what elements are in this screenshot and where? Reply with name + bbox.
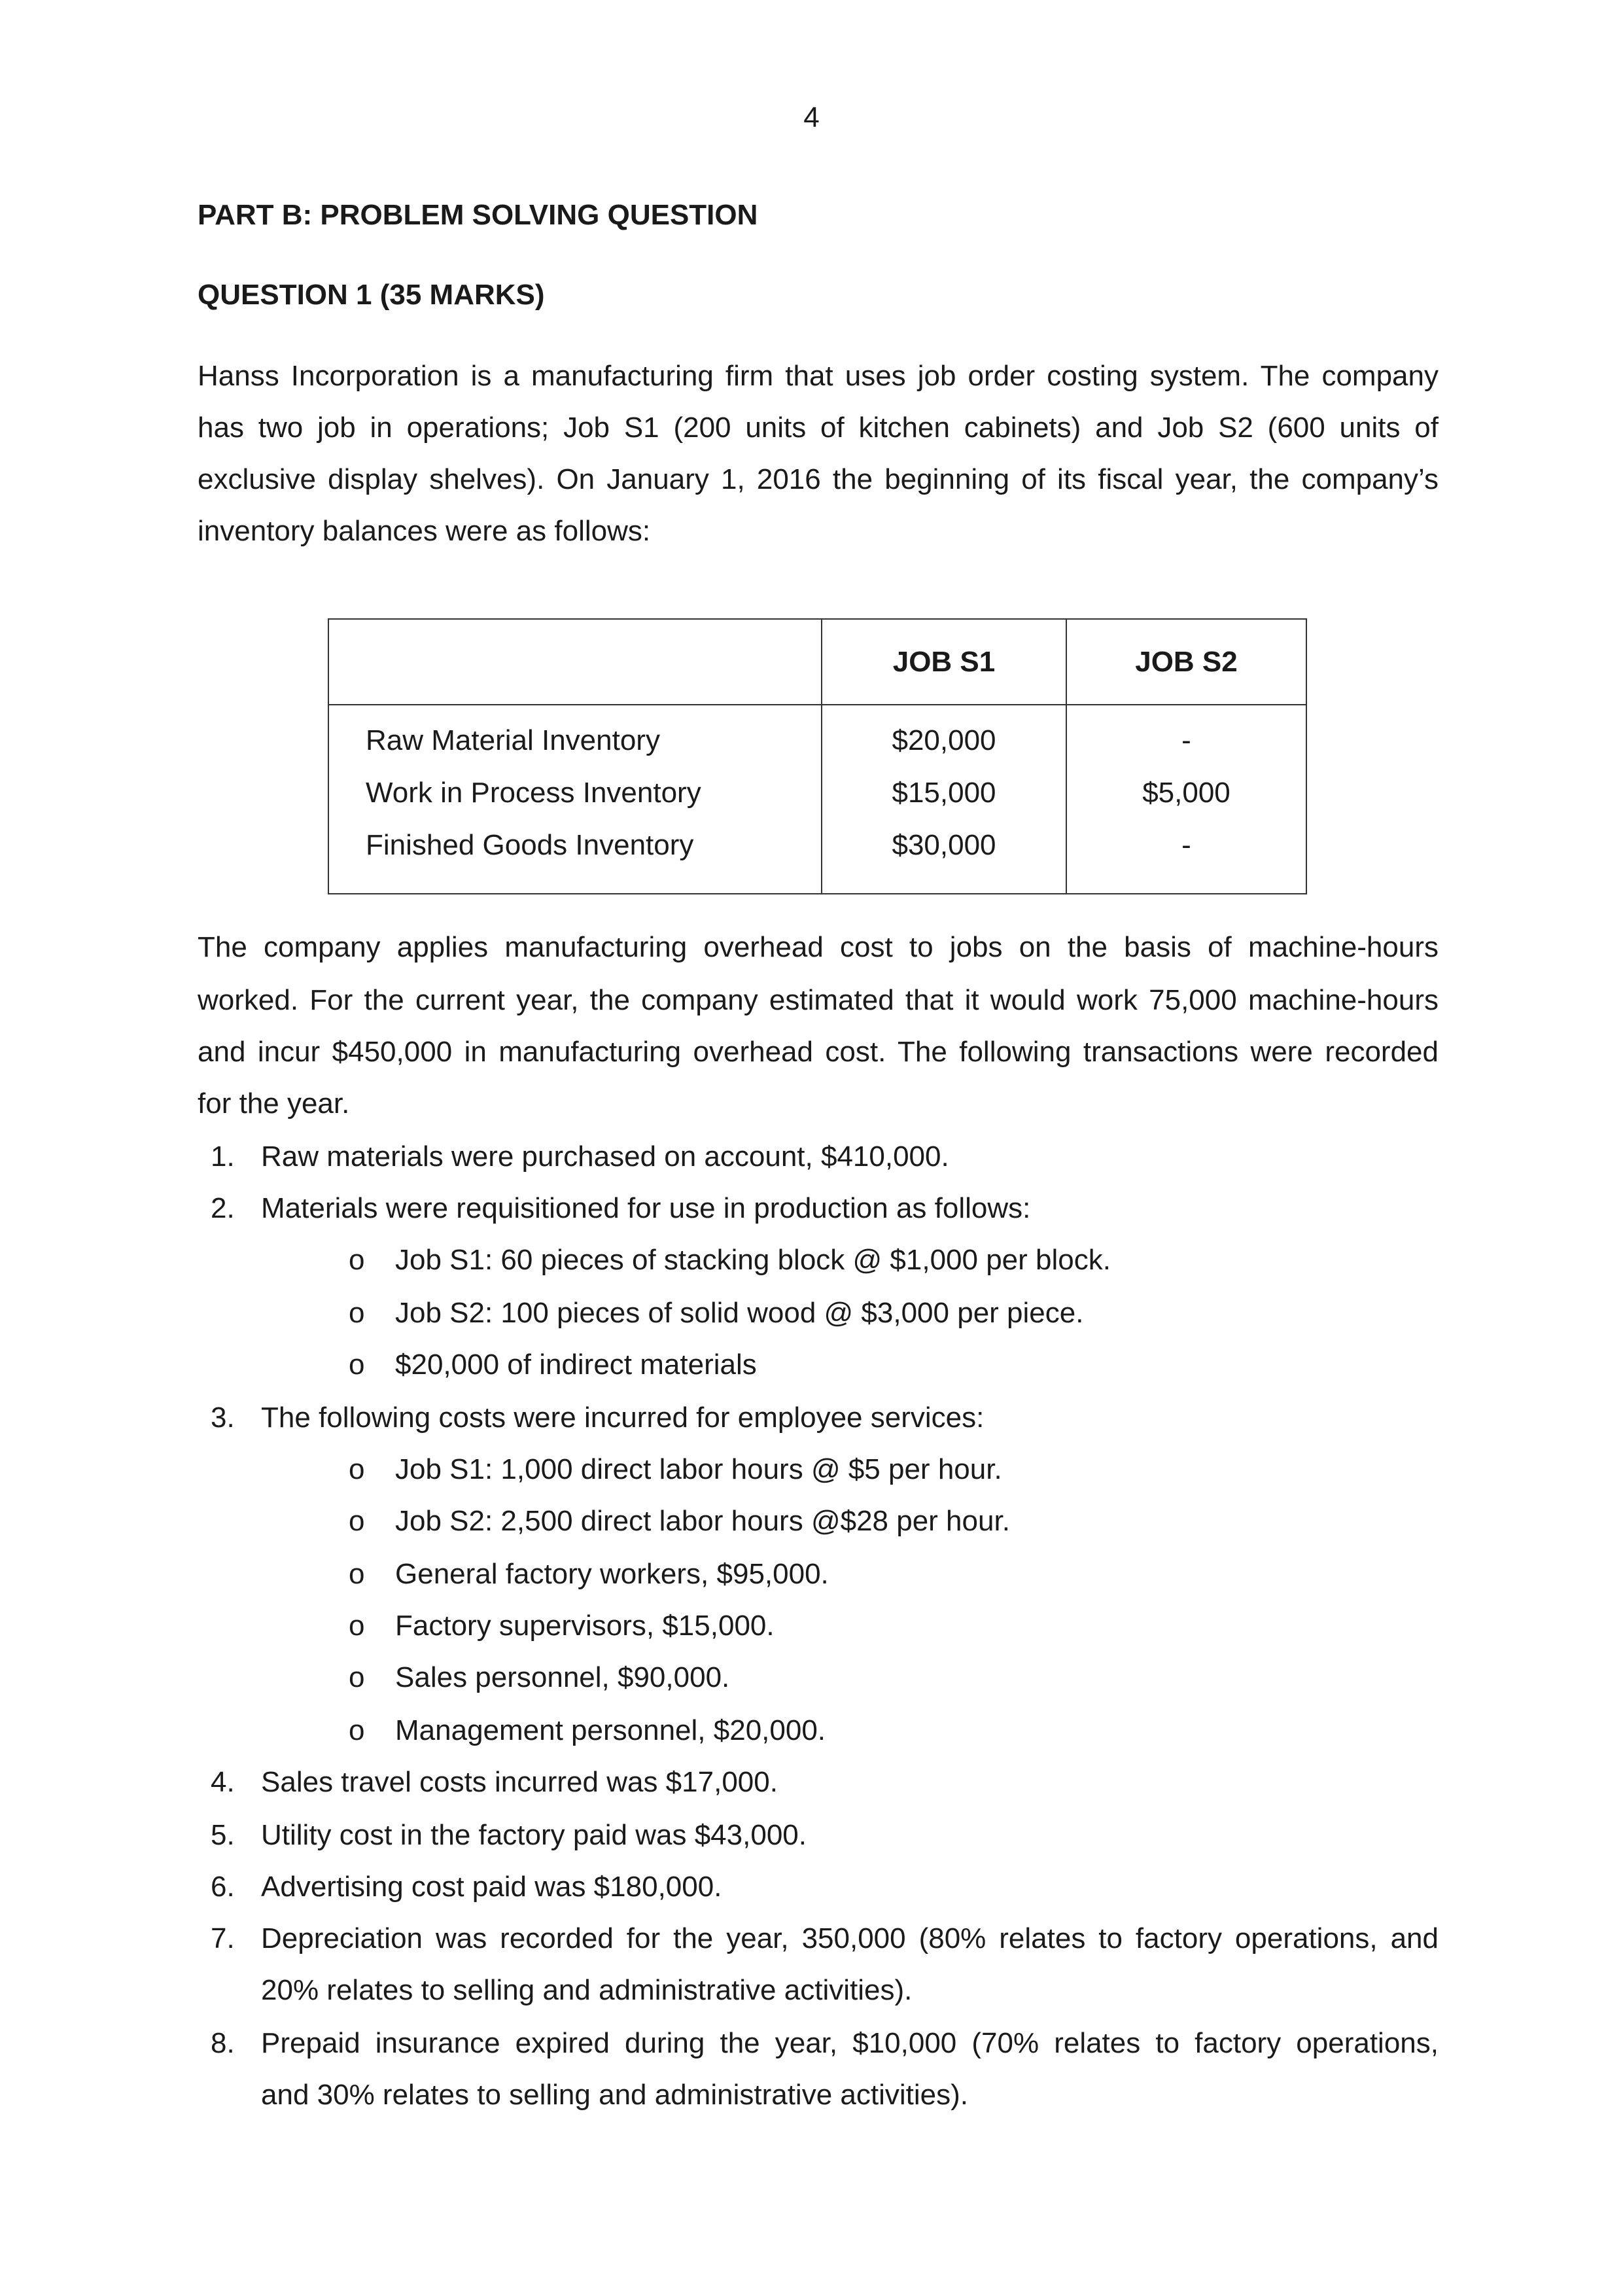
header-job-s2: JOB S2 (1066, 619, 1306, 705)
job-s2-value: - (1181, 724, 1191, 756)
header-job-s1: JOB S1 (822, 619, 1066, 705)
sub-item: o Factory supervisors, $15,000. (0, 1600, 1623, 1652)
transaction-number: 8. (211, 2027, 235, 2059)
intro-line: Hanss Incorporation is a manufacturing firm that uses job order costing system. The company (198, 360, 1439, 392)
page-number: 4 (803, 101, 820, 133)
transaction-line: and 30% relates to selling and administrative activities). (261, 2079, 968, 2111)
transaction-item: 4. Sales travel costs incurred was $17,000. (211, 1766, 778, 1798)
transaction-line: 20% relates to selling and administrative activities). (261, 1974, 913, 2006)
intro-line: inventory balances were as follows: (198, 515, 651, 547)
bullet-icon: o (349, 1244, 365, 1276)
bullet-icon: o (349, 1558, 365, 1590)
sub-item: o General factory workers, $95,000. (0, 1548, 1623, 1600)
overhead-line: worked. For the current year, the company estimated that it would work 75,000 machine-hours (198, 984, 1439, 1016)
overhead-line: and incur $450,000 in manufacturing overhead cost. The following transactions were recorded (198, 1036, 1439, 1068)
overhead-line: for the year. (198, 1087, 350, 1120)
sub-item: o Job S2: 100 pieces of solid wood @ $3,000 per piece. (0, 1287, 1623, 1339)
sub-item: o $20,000 of indirect materials (0, 1339, 1623, 1391)
sub-item: o Job S2: 2,500 direct labor hours @$28 per hour. (0, 1495, 1623, 1547)
job-s1-value: $15,000 (892, 777, 996, 809)
transaction-item: 3. The following costs were incurred for employee services: (211, 1402, 985, 1434)
transaction-item: 5. Utility cost in the factory paid was $43,000. (211, 1819, 807, 1851)
sub-item: o Sales personnel, $90,000. (0, 1651, 1623, 1704)
bullet-icon: o (349, 1297, 365, 1329)
job-s2-value: $5,000 (1142, 777, 1230, 809)
bullet-icon: o (349, 1661, 365, 1693)
job-s1-value: $30,000 (892, 829, 996, 861)
transaction-item: 6. Advertising cost paid was $180,000. (211, 1871, 722, 1903)
transaction-number: 7. (211, 1922, 235, 1954)
intro-line: exclusive display shelves). On January 1, 2016 the beginning of its fiscal year, the company’s (198, 463, 1439, 495)
part-title: PART B: PROBLEM SOLVING QUESTION (198, 199, 758, 231)
bullet-icon: o (349, 1610, 365, 1642)
row-label: Work in Process Inventory (366, 777, 701, 809)
sub-item: o Management personnel, $20,000. (0, 1704, 1623, 1757)
transaction-item: 1. Raw materials were purchased on account, $410,000. (211, 1140, 949, 1173)
sub-item: o Job S1: 60 pieces of stacking block @ $1,000 per block. (0, 1234, 1623, 1286)
row-label: Raw Material Inventory (366, 724, 660, 756)
sub-item: o Job S1: 1,000 direct labor hours @ $5 per hour. (0, 1443, 1623, 1496)
bullet-icon: o (349, 1453, 365, 1485)
overhead-line: The company applies manufacturing overhead cost to jobs on the basis of machine-hours (198, 931, 1439, 963)
table-header-row (328, 619, 1306, 705)
bullet-icon: o (349, 1349, 365, 1381)
intro-line: has two job in operations; Job S1 (200 units of kitchen cabinets) and Job S2 (600 units of (198, 412, 1439, 444)
row-label: Finished Goods Inventory (366, 829, 694, 861)
table-body-row (328, 705, 1306, 894)
transaction-line: Depreciation was recorded for the year, 350,000 (80% relates to factory operations, and (261, 1922, 1439, 1954)
job-s2-value: - (1181, 829, 1191, 861)
transaction-item: 2. Materials were requisitioned for use in production as follows: (211, 1192, 1031, 1224)
inventory-table (328, 618, 1307, 894)
bullet-icon: o (349, 1505, 365, 1537)
transaction-line: Prepaid insurance expired during the year, $10,000 (70% relates to factory operations, (261, 2027, 1439, 2059)
job-s1-value: $20,000 (892, 724, 996, 756)
header-empty (328, 619, 822, 705)
question-title: QUESTION 1 (35 MARKS) (198, 279, 545, 311)
bullet-icon: o (349, 1714, 365, 1746)
